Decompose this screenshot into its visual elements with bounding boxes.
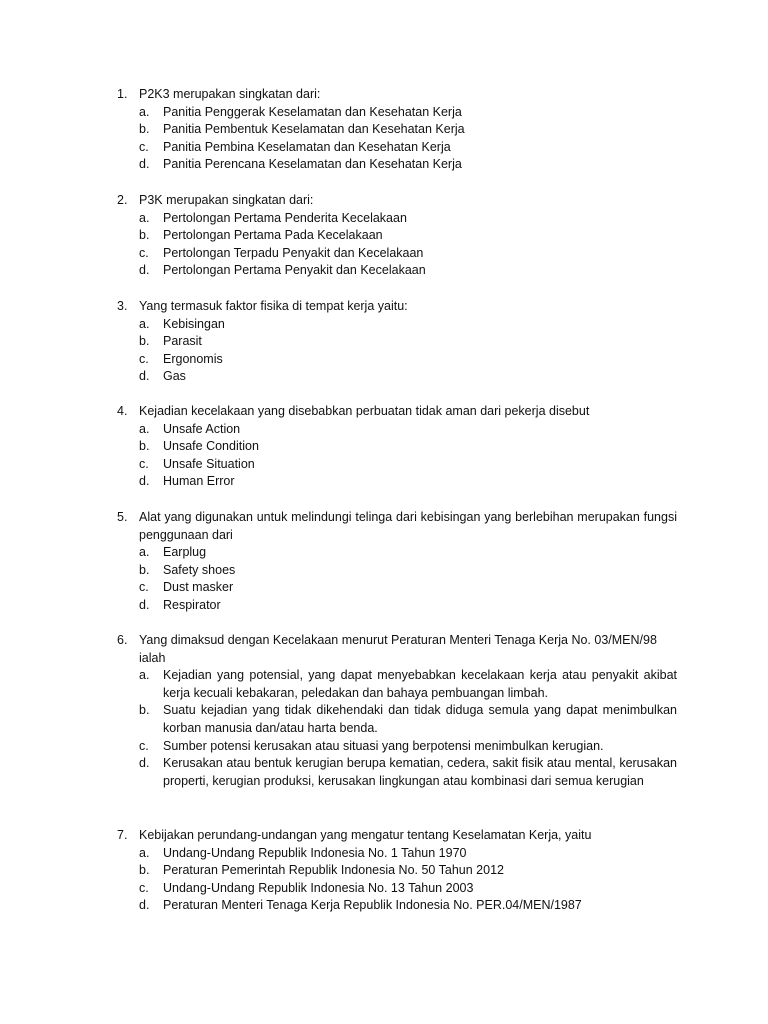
option-letter: b. (139, 228, 150, 243)
option-text: Panitia Penggerak Keselamatan dan Kesehatan Kerja (163, 104, 462, 119)
option-letter: d. (139, 898, 150, 913)
option-letter: b. (139, 439, 150, 454)
option-letter: c. (139, 245, 149, 260)
option-text: Unsafe Action (163, 421, 241, 436)
option-letter: b. (139, 863, 150, 878)
option-d (117, 262, 677, 280)
option-letter: c. (139, 580, 149, 595)
option-d (117, 755, 677, 790)
option-c (117, 738, 677, 756)
option-letter: a. (139, 104, 150, 119)
option-text: Unsafe Situation (163, 456, 255, 471)
option-text: Gas (163, 369, 186, 384)
option-text: Earplug (163, 545, 207, 560)
option-list (117, 667, 677, 790)
option-a (117, 544, 677, 562)
option-letter: a. (139, 668, 150, 683)
option-text: Suatu kejadian yang tidak dikehendaki dan tidak diduga semula yang dapat menimbulkan korban manusia dan/atau harta benda. (163, 703, 677, 735)
option-text: Pertolongan Terpadu Penyakit dan Kecelakaan (163, 245, 424, 260)
option-letter: c. (139, 738, 149, 753)
question-number: 1. (117, 87, 128, 101)
option-a (117, 210, 677, 228)
option-b (117, 333, 677, 351)
question-text: Yang dimaksud dengan Kecelakaan menurut Peraturan Menteri Tenaga Kerja No. 03/MEN/98 ialah (139, 633, 657, 665)
question-number: 2. (117, 193, 128, 207)
option-letter: d. (139, 263, 150, 278)
question-3 (117, 298, 677, 386)
option-letter: b. (139, 334, 150, 349)
question-number: 6. (117, 633, 128, 647)
option-d (117, 897, 677, 915)
option-letter: c. (139, 351, 149, 366)
option-text: Peraturan Menteri Tenaga Kerja Republik Indonesia No. PER.04/MEN/1987 (163, 898, 582, 913)
option-text: Panitia Perencana Keselamatan dan Kesehatan Kerja (163, 157, 462, 172)
option-text: Human Error (163, 474, 235, 489)
option-text: Undang-Undang Republik Indonesia No. 13 Tahun 2003 (163, 880, 474, 895)
option-c (117, 579, 677, 597)
option-text: Kebisingan (163, 316, 225, 331)
question-5 (117, 509, 677, 615)
option-letter: a. (139, 316, 150, 331)
option-text: Panitia Pembina Keselamatan dan Kesehatan Kerja (163, 139, 451, 154)
option-text: Pertolongan Pertama Pada Kecelakaan (163, 228, 383, 243)
option-letter: b. (139, 562, 150, 577)
option-text: Ergonomis (163, 351, 223, 366)
question-6 (117, 632, 677, 790)
option-letter: d. (139, 756, 150, 771)
option-d (117, 473, 677, 491)
option-a (117, 316, 677, 334)
option-d (117, 368, 677, 386)
option-list (117, 210, 677, 280)
option-b (117, 862, 677, 880)
option-d (117, 597, 677, 615)
option-list (117, 316, 677, 386)
question-1 (117, 86, 677, 174)
question-text: P3K merupakan singkatan dari: (139, 193, 314, 207)
option-text: Peraturan Pemerintah Republik Indonesia No. 50 Tahun 2012 (163, 863, 504, 878)
option-b (117, 227, 677, 245)
option-list (117, 845, 677, 915)
option-text: Sumber potensi kerusakan atau situasi yang berpotensi menimbulkan kerugian. (163, 738, 604, 753)
option-b (117, 121, 677, 139)
option-letter: c. (139, 456, 149, 471)
option-list (117, 544, 677, 614)
question-number: 4. (117, 404, 128, 418)
option-a (117, 667, 677, 702)
question-text: Alat yang digunakan untuk melindungi telinga dari kebisingan yang berlebihan merupakan fungsi penggunaan dari (139, 510, 677, 542)
option-c (117, 139, 677, 157)
option-text: Safety shoes (163, 562, 236, 577)
option-text: Unsafe Condition (163, 439, 259, 454)
option-a (117, 421, 677, 439)
option-letter: d. (139, 157, 150, 172)
option-letter: a. (139, 545, 150, 560)
option-b (117, 702, 677, 737)
option-text: Pertolongan Pertama Penderita Kecelakaan (163, 210, 407, 225)
option-d (117, 156, 677, 174)
question-text: Yang termasuk faktor fisika di tempat kerja yaitu: (139, 299, 408, 313)
question-number: 7. (117, 828, 128, 842)
question-7 (117, 827, 677, 915)
option-text: Pertolongan Pertama Penyakit dan Kecelakaan (163, 263, 426, 278)
option-letter: b. (139, 122, 150, 137)
option-list (117, 104, 677, 174)
option-text: Dust masker (163, 580, 234, 595)
option-letter: c. (139, 880, 149, 895)
option-text: Kejadian yang potensial, yang dapat menyebabkan kecelakaan kerja atau penyakit akibat kerja kecuali kebakaran, peledakan dan bahaya pembuangan limbah. (163, 668, 677, 700)
option-c (117, 245, 677, 263)
option-letter: d. (139, 474, 150, 489)
option-text: Respirator (163, 597, 221, 612)
option-b (117, 562, 677, 580)
option-letter: d. (139, 597, 150, 612)
question-number: 5. (117, 510, 128, 524)
option-c (117, 456, 677, 474)
question-text: P2K3 merupakan singkatan dari: (139, 87, 321, 101)
option-letter: c. (139, 139, 149, 154)
option-text: Panitia Pembentuk Keselamatan dan Kesehatan Kerja (163, 122, 465, 137)
option-b (117, 438, 677, 456)
question-4 (117, 403, 677, 491)
question-text: Kebijakan perundang-undangan yang mengatur tentang Keselamatan Kerja, yaitu (139, 828, 592, 842)
option-letter: a. (139, 210, 150, 225)
question-2 (117, 192, 677, 280)
option-a (117, 104, 677, 122)
option-a (117, 845, 677, 863)
option-text: Undang-Undang Republik Indonesia No. 1 Tahun 1970 (163, 845, 467, 860)
option-text: Kerusakan atau bentuk kerugian berupa kematian, cedera, sakit fisik atau mental, kerusakan properti, kerugian produksi, kerusakan lingkungan atau kombinasi dari semua kerugian (163, 756, 677, 788)
question-text: Kejadian kecelakaan yang disebabkan perbuatan tidak aman dari pekerja disebut (139, 404, 590, 418)
option-letter: a. (139, 421, 150, 436)
option-letter: d. (139, 369, 150, 384)
option-c (117, 880, 677, 898)
option-letter: b. (139, 703, 150, 718)
question-number: 3. (117, 299, 128, 313)
option-c (117, 351, 677, 369)
option-letter: a. (139, 845, 150, 860)
option-list (117, 421, 677, 491)
option-text: Parasit (163, 334, 202, 349)
